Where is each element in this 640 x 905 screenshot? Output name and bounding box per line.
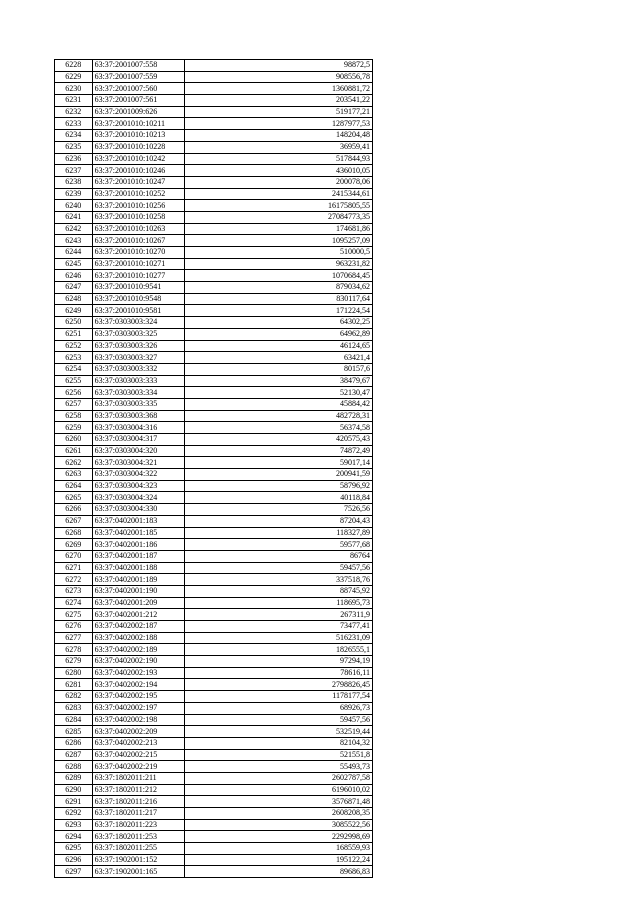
cadastral-number-cell: 63:37:0402002:219 — [92, 761, 184, 773]
cadastral-value-cell: 532519,44 — [185, 726, 373, 738]
row-number-cell: 6255 — [55, 375, 93, 387]
cadastral-value-cell: 521551,8 — [185, 749, 373, 761]
cadastral-number-cell: 63:37:2001010:10277 — [92, 270, 184, 282]
cadastral-number-cell: 63:37:0402001:188 — [92, 562, 184, 574]
cadastral-number-cell: 63:37:0303003:326 — [92, 340, 184, 352]
row-number-cell: 6241 — [55, 211, 93, 223]
cadastral-number-cell: 63:37:2001010:9548 — [92, 293, 184, 305]
cadastral-value-cell: 118695,73 — [185, 597, 373, 609]
table-row — [55, 258, 373, 270]
cadastral-value-cell: 59577,68 — [185, 539, 373, 551]
row-number-cell: 6281 — [55, 679, 93, 691]
cadastral-number-cell: 63:37:0402002:193 — [92, 667, 184, 679]
cadastral-value-cell: 63421,4 — [185, 352, 373, 364]
row-number-cell: 6282 — [55, 691, 93, 703]
cadastral-value-cell: 2292998,69 — [185, 831, 373, 843]
cadastral-number-cell: 63:37:0303003:368 — [92, 410, 184, 422]
cadastral-value-cell: 52130,47 — [185, 387, 373, 399]
cadastral-value-cell: 510000,5 — [185, 247, 373, 259]
cadastral-number-cell: 63:37:2001010:10228 — [92, 141, 184, 153]
table-row — [55, 317, 373, 329]
table-row — [55, 784, 373, 796]
cadastral-value-cell: 68926,73 — [185, 702, 373, 714]
cadastral-value-cell: 1178177,54 — [185, 691, 373, 703]
cadastral-value-cell: 482728,31 — [185, 410, 373, 422]
row-number-cell: 6291 — [55, 796, 93, 808]
cadastral-value-cell: 3576871,48 — [185, 796, 373, 808]
cadastral-number-cell: 63:37:2001010:10267 — [92, 235, 184, 247]
table-row — [55, 597, 373, 609]
row-number-cell: 6266 — [55, 504, 93, 516]
table-row — [55, 165, 373, 177]
cadastral-number-cell: 63:37:0303003:335 — [92, 398, 184, 410]
row-number-cell: 6275 — [55, 609, 93, 621]
table-row — [55, 118, 373, 130]
cadastral-number-cell: 63:37:1802011:255 — [92, 843, 184, 855]
cadastral-value-cell: 1287977,53 — [185, 118, 373, 130]
cadastral-value-cell: 73477,41 — [185, 621, 373, 633]
table-row — [55, 247, 373, 259]
cadastral-number-cell: 63:37:0402001:186 — [92, 539, 184, 551]
table-row — [55, 667, 373, 679]
cadastral-value-cell: 174681,86 — [185, 223, 373, 235]
cadastral-value-cell: 2415344,61 — [185, 188, 373, 200]
table-row — [55, 457, 373, 469]
row-number-cell: 6258 — [55, 410, 93, 422]
cadastral-number-cell: 63:37:0402002:209 — [92, 726, 184, 738]
table-row — [55, 235, 373, 247]
cadastral-value-cell: 195122,24 — [185, 854, 373, 866]
cadastral-number-cell: 63:37:2001010:10213 — [92, 130, 184, 142]
table-row — [55, 130, 373, 142]
cadastral-value-cell: 2602787,58 — [185, 772, 373, 784]
cadastral-value-cell: 82104,32 — [185, 737, 373, 749]
cadastral-number-cell: 63:37:0402001:187 — [92, 550, 184, 562]
row-number-cell: 6262 — [55, 457, 93, 469]
cadastral-value-cell: 59017,14 — [185, 457, 373, 469]
row-number-cell: 6276 — [55, 621, 93, 633]
row-number-cell: 6284 — [55, 714, 93, 726]
table-row — [55, 550, 373, 562]
table-row — [55, 515, 373, 527]
table-row — [55, 574, 373, 586]
row-number-cell: 6243 — [55, 235, 93, 247]
table-row — [55, 141, 373, 153]
row-number-cell: 6234 — [55, 130, 93, 142]
table-row — [55, 469, 373, 481]
cadastral-number-cell: 63:37:2001007:560 — [92, 83, 184, 95]
row-number-cell: 6279 — [55, 656, 93, 668]
cadastral-number-cell: 63:37:1802011:253 — [92, 831, 184, 843]
row-number-cell: 6230 — [55, 83, 93, 95]
table-row — [55, 609, 373, 621]
cadastral-value-cell: 267311,9 — [185, 609, 373, 621]
cadastral-value-cell: 38479,67 — [185, 375, 373, 387]
cadastral-number-cell: 63:37:0303003:325 — [92, 328, 184, 340]
cadastral-number-cell: 63:37:0303003:334 — [92, 387, 184, 399]
row-number-cell: 6244 — [55, 247, 93, 259]
row-number-cell: 6280 — [55, 667, 93, 679]
row-number-cell: 6274 — [55, 597, 93, 609]
table-row — [55, 153, 373, 165]
cadastral-value-cell: 87204,43 — [185, 515, 373, 527]
cadastral-value-cell: 171224,54 — [185, 305, 373, 317]
table-row — [55, 796, 373, 808]
cadastral-value-cell: 58796,92 — [185, 480, 373, 492]
table-row — [55, 831, 373, 843]
cadastral-value-cell: 89686,83 — [185, 866, 373, 878]
cadastral-value-cell: 1070684,45 — [185, 270, 373, 282]
cadastral-value-cell: 516231,09 — [185, 632, 373, 644]
table-row — [55, 644, 373, 656]
row-number-cell: 6233 — [55, 118, 93, 130]
cadastral-number-cell: 63:37:0402002:189 — [92, 644, 184, 656]
cadastral-number-cell: 63:37:0402001:190 — [92, 585, 184, 597]
cadastral-value-cell: 16175805,55 — [185, 200, 373, 212]
cadastral-value-cell: 59457,56 — [185, 562, 373, 574]
row-number-cell: 6253 — [55, 352, 93, 364]
table-row — [55, 375, 373, 387]
table-row — [55, 527, 373, 539]
cadastral-value-cell: 519177,21 — [185, 106, 373, 118]
cadastral-number-cell: 63:37:2001010:10270 — [92, 247, 184, 259]
cadastral-number-cell: 63:37:0402002:190 — [92, 656, 184, 668]
row-number-cell: 6247 — [55, 282, 93, 294]
cadastral-value-cell: 517844,93 — [185, 153, 373, 165]
cadastral-number-cell: 63:37:2001009:626 — [92, 106, 184, 118]
cadastral-value-cell: 78616,11 — [185, 667, 373, 679]
cadastral-value-cell: 1826555,1 — [185, 644, 373, 656]
table-row — [55, 106, 373, 118]
cadastral-value-cell: 64302,25 — [185, 317, 373, 329]
row-number-cell: 6242 — [55, 223, 93, 235]
table-row — [55, 387, 373, 399]
table-row — [55, 854, 373, 866]
table-row — [55, 363, 373, 375]
table-row — [55, 176, 373, 188]
row-number-cell: 6238 — [55, 176, 93, 188]
table-row — [55, 480, 373, 492]
cadastral-value-cell: 830117,64 — [185, 293, 373, 305]
row-number-cell: 6239 — [55, 188, 93, 200]
row-number-cell: 6270 — [55, 550, 93, 562]
cadastral-number-cell: 63:37:2001007:561 — [92, 95, 184, 107]
cadastral-number-cell: 63:37:0402002:198 — [92, 714, 184, 726]
table-row — [55, 656, 373, 668]
cadastral-value-cell: 337518,76 — [185, 574, 373, 586]
table-row — [55, 200, 373, 212]
row-number-cell: 6228 — [55, 60, 93, 72]
cadastral-value-cell: 1360881,72 — [185, 83, 373, 95]
row-number-cell: 6295 — [55, 843, 93, 855]
table-row — [55, 398, 373, 410]
row-number-cell: 6245 — [55, 258, 93, 270]
table-row — [55, 340, 373, 352]
table-row — [55, 352, 373, 364]
cadastral-number-cell: 63:37:0402001:212 — [92, 609, 184, 621]
cadastral-value-cell: 55493,73 — [185, 761, 373, 773]
cadastral-number-cell: 63:37:2001010:10258 — [92, 211, 184, 223]
cadastral-number-cell: 63:37:0402002:194 — [92, 679, 184, 691]
row-number-cell: 6283 — [55, 702, 93, 714]
table-row — [55, 445, 373, 457]
cadastral-value-cell: 148204,48 — [185, 130, 373, 142]
cadastral-number-cell: 63:37:1802011:216 — [92, 796, 184, 808]
cadastral-number-cell: 63:37:0303004:322 — [92, 469, 184, 481]
cadastral-number-cell: 63:37:0402002:215 — [92, 749, 184, 761]
row-number-cell: 6264 — [55, 480, 93, 492]
table-row — [55, 282, 373, 294]
row-number-cell: 6259 — [55, 422, 93, 434]
cadastral-value-cell: 7526,56 — [185, 504, 373, 516]
table-row — [55, 702, 373, 714]
cadastral-number-cell: 63:37:1802011:211 — [92, 772, 184, 784]
row-number-cell: 6290 — [55, 784, 93, 796]
row-number-cell: 6252 — [55, 340, 93, 352]
cadastral-value-cell: 40118,84 — [185, 492, 373, 504]
row-number-cell: 6231 — [55, 95, 93, 107]
row-number-cell: 6292 — [55, 808, 93, 820]
table-row — [55, 843, 373, 855]
row-number-cell: 6293 — [55, 819, 93, 831]
table-row — [55, 819, 373, 831]
table-row — [55, 305, 373, 317]
row-number-cell: 6265 — [55, 492, 93, 504]
cadastral-number-cell: 63:37:2001007:559 — [92, 71, 184, 83]
cadastral-value-cell: 88745,92 — [185, 585, 373, 597]
cadastral-number-cell: 63:37:2001010:10252 — [92, 188, 184, 200]
row-number-cell: 6277 — [55, 632, 93, 644]
cadastral-value-cell: 200941,59 — [185, 469, 373, 481]
cadastral-number-cell: 63:37:2001010:9541 — [92, 282, 184, 294]
cadastral-value-cell: 1095257,09 — [185, 235, 373, 247]
cadastral-value-cell: 46124,65 — [185, 340, 373, 352]
row-number-cell: 6297 — [55, 866, 93, 878]
cadastral-value-cell: 59457,56 — [185, 714, 373, 726]
cadastral-number-cell: 63:37:0303004:323 — [92, 480, 184, 492]
table-row — [55, 188, 373, 200]
cadastral-number-cell: 63:37:2001010:10247 — [92, 176, 184, 188]
cadastral-number-cell: 63:37:1902001:165 — [92, 866, 184, 878]
cadastral-value-cell: 98872,5 — [185, 60, 373, 72]
cadastral-number-cell: 63:37:2001010:10271 — [92, 258, 184, 270]
cadastral-number-cell: 63:37:0402002:187 — [92, 621, 184, 633]
cadastral-value-cell: 6196010,02 — [185, 784, 373, 796]
cadastral-number-cell: 63:37:0402001:209 — [92, 597, 184, 609]
cadastral-value-table — [54, 59, 373, 878]
cadastral-number-cell: 63:37:0303004:317 — [92, 434, 184, 446]
cadastral-number-cell: 63:37:1802011:212 — [92, 784, 184, 796]
cadastral-number-cell: 63:37:0303004:324 — [92, 492, 184, 504]
row-number-cell: 6286 — [55, 737, 93, 749]
table-row — [55, 410, 373, 422]
row-number-cell: 6232 — [55, 106, 93, 118]
cadastral-number-cell: 63:37:0303004:320 — [92, 445, 184, 457]
row-number-cell: 6285 — [55, 726, 93, 738]
row-number-cell: 6237 — [55, 165, 93, 177]
row-number-cell: 6294 — [55, 831, 93, 843]
cadastral-number-cell: 63:37:1802011:217 — [92, 808, 184, 820]
cadastral-number-cell: 63:37:0303004:330 — [92, 504, 184, 516]
cadastral-value-cell: 56374,58 — [185, 422, 373, 434]
row-number-cell: 6289 — [55, 772, 93, 784]
cadastral-number-cell: 63:37:0402002:213 — [92, 737, 184, 749]
table-row — [55, 808, 373, 820]
cadastral-number-cell: 63:37:0303004:316 — [92, 422, 184, 434]
row-number-cell: 6254 — [55, 363, 93, 375]
cadastral-number-cell: 63:37:0303003:324 — [92, 317, 184, 329]
cadastral-value-cell: 97294,19 — [185, 656, 373, 668]
table-row — [55, 60, 373, 72]
cadastral-value-cell: 3085522,56 — [185, 819, 373, 831]
cadastral-value-cell: 203541,22 — [185, 95, 373, 107]
table-row — [55, 737, 373, 749]
row-number-cell: 6229 — [55, 71, 93, 83]
table-row — [55, 562, 373, 574]
table-row — [55, 83, 373, 95]
table-row — [55, 293, 373, 305]
cadastral-value-cell: 45884,42 — [185, 398, 373, 410]
cadastral-number-cell: 63:37:2001010:10263 — [92, 223, 184, 235]
cadastral-number-cell: 63:37:0402001:189 — [92, 574, 184, 586]
table-row — [55, 328, 373, 340]
table-row — [55, 772, 373, 784]
cadastral-value-cell: 2798826,45 — [185, 679, 373, 691]
table-row — [55, 504, 373, 516]
table-row — [55, 211, 373, 223]
row-number-cell: 6261 — [55, 445, 93, 457]
cadastral-number-cell: 63:37:2001010:10211 — [92, 118, 184, 130]
cadastral-number-cell: 63:37:0303004:321 — [92, 457, 184, 469]
table-row — [55, 270, 373, 282]
row-number-cell: 6240 — [55, 200, 93, 212]
cadastral-value-cell: 200078,06 — [185, 176, 373, 188]
cadastral-number-cell: 63:37:0303003:333 — [92, 375, 184, 387]
row-number-cell: 6268 — [55, 527, 93, 539]
table-row — [55, 95, 373, 107]
cadastral-number-cell: 63:37:0402001:185 — [92, 527, 184, 539]
cadastral-value-cell: 118327,89 — [185, 527, 373, 539]
cadastral-number-cell: 63:37:2001010:9581 — [92, 305, 184, 317]
cadastral-value-cell: 168559,93 — [185, 843, 373, 855]
cadastral-value-cell: 420575,43 — [185, 434, 373, 446]
row-number-cell: 6273 — [55, 585, 93, 597]
table-row — [55, 539, 373, 551]
cadastral-value-cell: 27084773,35 — [185, 211, 373, 223]
cadastral-number-cell: 63:37:2001010:10256 — [92, 200, 184, 212]
table-row — [55, 422, 373, 434]
table-row — [55, 621, 373, 633]
row-number-cell: 6269 — [55, 539, 93, 551]
cadastral-value-cell: 963231,82 — [185, 258, 373, 270]
cadastral-value-cell: 908556,78 — [185, 71, 373, 83]
cadastral-number-cell: 63:37:2001010:10246 — [92, 165, 184, 177]
row-number-cell: 6267 — [55, 515, 93, 527]
row-number-cell: 6248 — [55, 293, 93, 305]
cadastral-value-cell: 64962,89 — [185, 328, 373, 340]
row-number-cell: 6278 — [55, 644, 93, 656]
row-number-cell: 6235 — [55, 141, 93, 153]
cadastral-value-cell: 36959,41 — [185, 141, 373, 153]
cadastral-value-cell: 86764 — [185, 550, 373, 562]
table-body — [55, 60, 373, 878]
row-number-cell: 6288 — [55, 761, 93, 773]
cadastral-value-cell: 80157,6 — [185, 363, 373, 375]
row-number-cell: 6250 — [55, 317, 93, 329]
cadastral-value-cell: 2608208,35 — [185, 808, 373, 820]
row-number-cell: 6260 — [55, 434, 93, 446]
table-row — [55, 749, 373, 761]
row-number-cell: 6246 — [55, 270, 93, 282]
table-row — [55, 585, 373, 597]
row-number-cell: 6263 — [55, 469, 93, 481]
table-row — [55, 679, 373, 691]
table-row — [55, 761, 373, 773]
cadastral-number-cell: 63:37:0303003:327 — [92, 352, 184, 364]
table-row — [55, 726, 373, 738]
cadastral-number-cell: 63:37:2001010:10242 — [92, 153, 184, 165]
table-row — [55, 492, 373, 504]
row-number-cell: 6287 — [55, 749, 93, 761]
cadastral-number-cell: 63:37:0303003:332 — [92, 363, 184, 375]
row-number-cell: 6271 — [55, 562, 93, 574]
cadastral-value-cell: 74872,49 — [185, 445, 373, 457]
cadastral-value-cell: 879034,62 — [185, 282, 373, 294]
cadastral-number-cell: 63:37:2001007:558 — [92, 60, 184, 72]
table-row — [55, 632, 373, 644]
table-row — [55, 71, 373, 83]
cadastral-number-cell: 63:37:0402002:197 — [92, 702, 184, 714]
table-row — [55, 866, 373, 878]
table-row — [55, 714, 373, 726]
table-row — [55, 223, 373, 235]
row-number-cell: 6236 — [55, 153, 93, 165]
row-number-cell: 6256 — [55, 387, 93, 399]
row-number-cell: 6296 — [55, 854, 93, 866]
row-number-cell: 6272 — [55, 574, 93, 586]
cadastral-number-cell: 63:37:1802011:223 — [92, 819, 184, 831]
row-number-cell: 6249 — [55, 305, 93, 317]
table-row — [55, 434, 373, 446]
cadastral-number-cell: 63:37:0402002:195 — [92, 691, 184, 703]
cadastral-number-cell: 63:37:0402001:183 — [92, 515, 184, 527]
table-row — [55, 691, 373, 703]
cadastral-number-cell: 63:37:0402002:188 — [92, 632, 184, 644]
cadastral-number-cell: 63:37:1902001:152 — [92, 854, 184, 866]
cadastral-value-cell: 436010,05 — [185, 165, 373, 177]
row-number-cell: 6251 — [55, 328, 93, 340]
row-number-cell: 6257 — [55, 398, 93, 410]
